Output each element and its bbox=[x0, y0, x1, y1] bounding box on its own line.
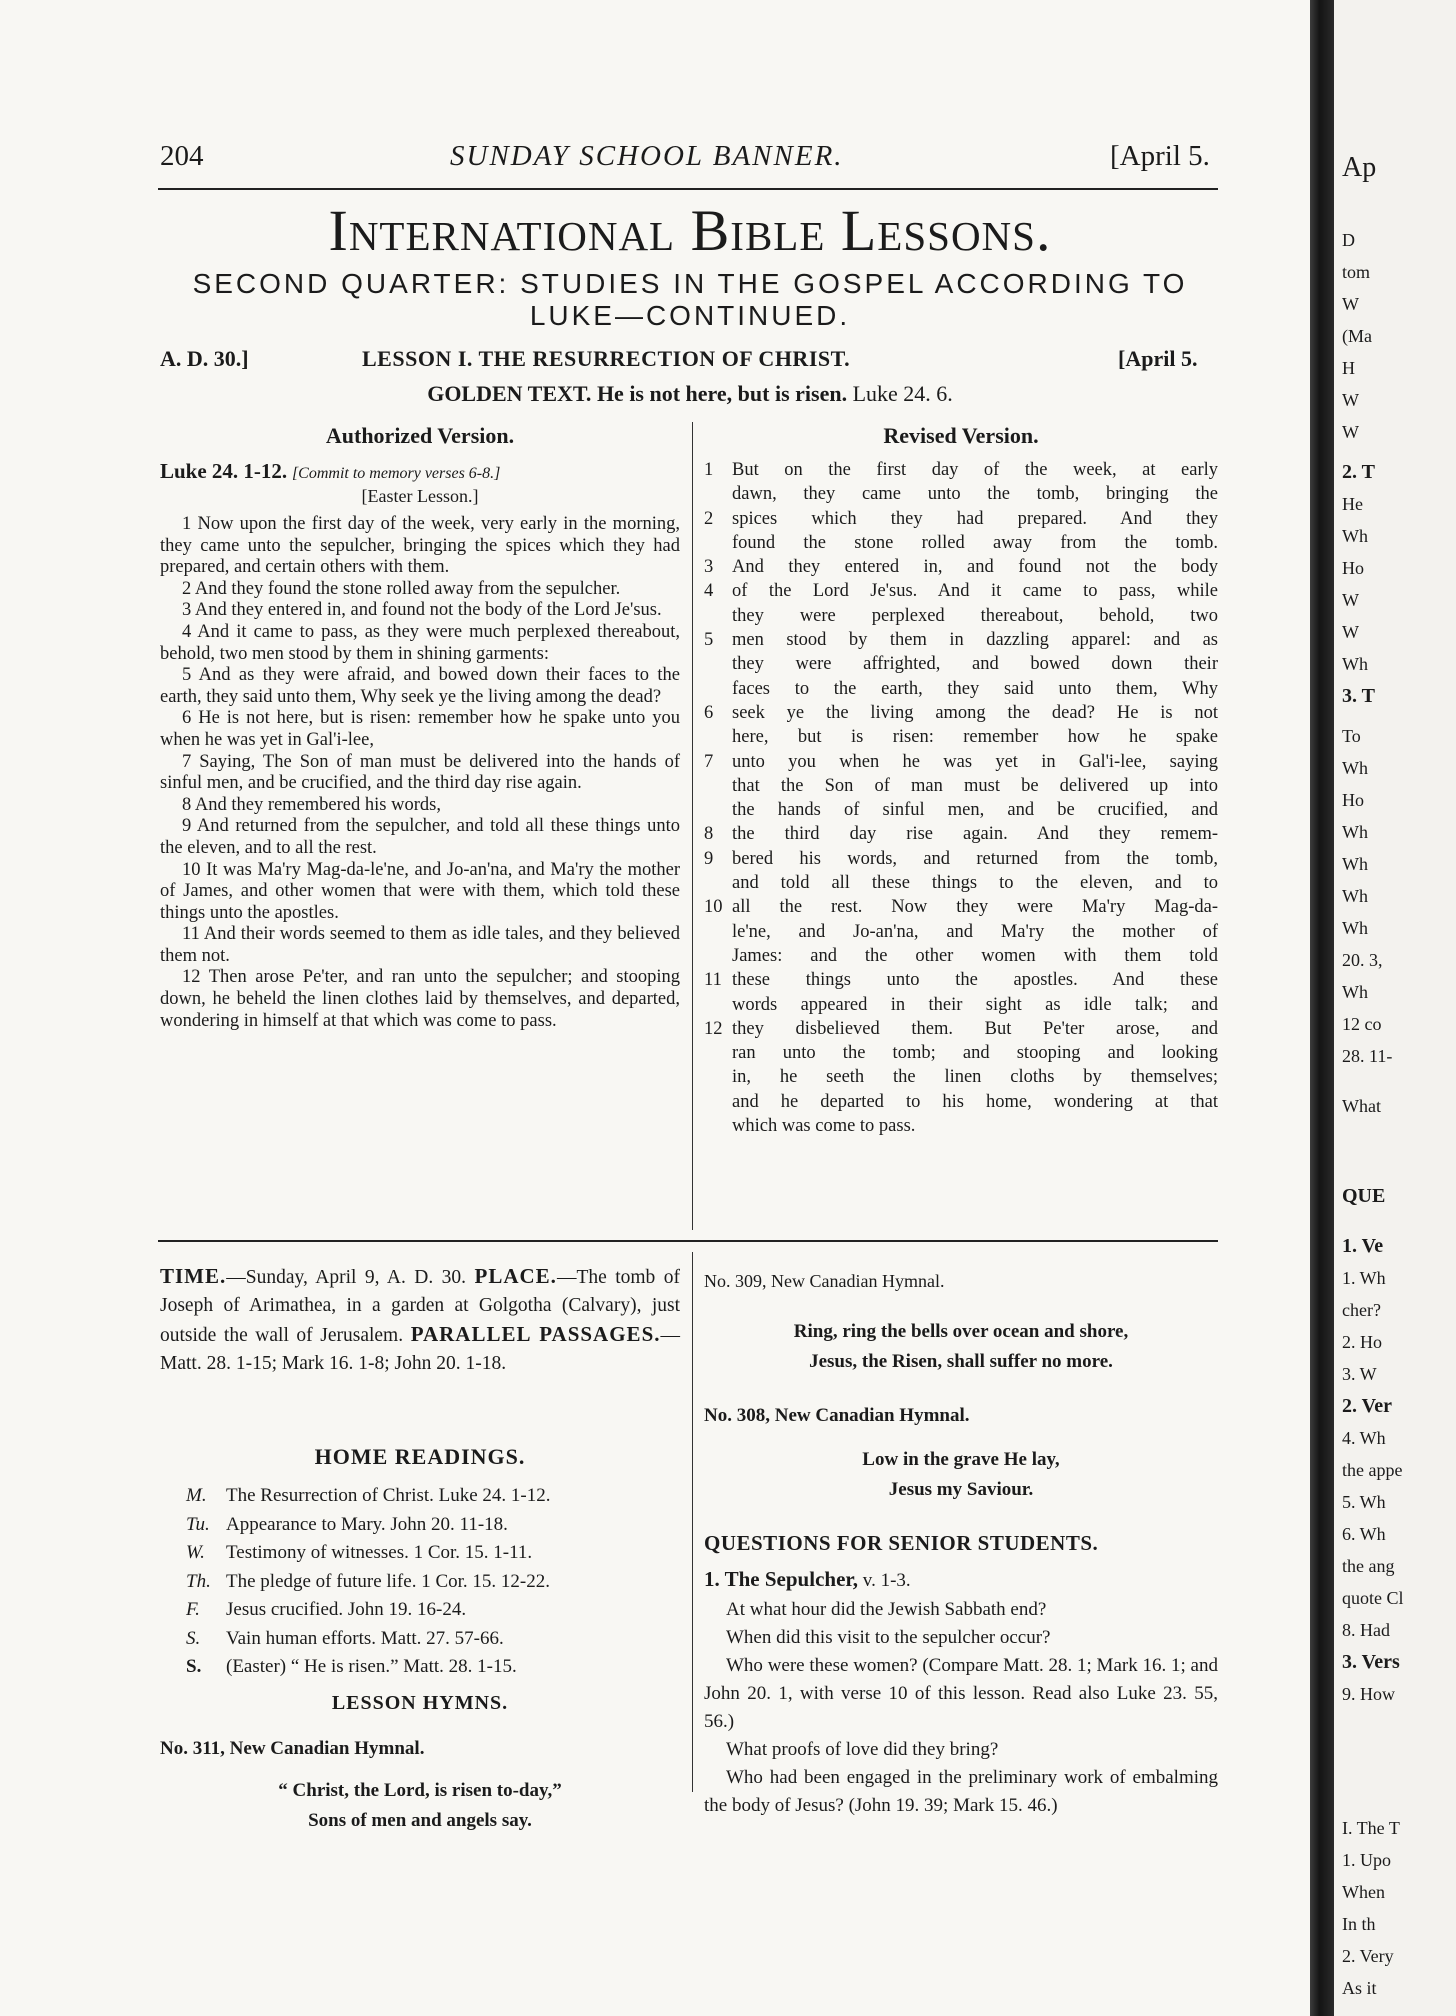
revised-line bbox=[704, 531, 1218, 555]
revised-text: which was come to pass. bbox=[732, 1116, 916, 1137]
revised-text: they were affrighted, and bowed down their bbox=[732, 654, 1218, 675]
verse-number: 7 bbox=[704, 751, 714, 772]
reading-day: Th. bbox=[186, 1570, 211, 1592]
verse-number: 10 bbox=[704, 897, 723, 918]
revised-text: all the rest. Now they were Ma'ry Mag-da- bbox=[732, 897, 1218, 918]
next-page-line: 2. T bbox=[1342, 461, 1375, 483]
verse: 1 Now upon the first day of the week, very early in the morning, they came unto the sepulcher, bringing the spices which they had prepared, and certain others with them. bbox=[160, 514, 680, 578]
revised-line bbox=[704, 652, 1218, 676]
next-page-line: QUE bbox=[1342, 1185, 1386, 1207]
golden-text bbox=[160, 380, 1220, 408]
next-page-line: 1. Ve bbox=[1342, 1235, 1384, 1257]
revised-line bbox=[704, 920, 1218, 944]
revised-text: the third day rise again. And they remem- bbox=[732, 824, 1218, 845]
next-page-line: When bbox=[1342, 1882, 1385, 1902]
next-page-line: the appe bbox=[1342, 1460, 1403, 1480]
lesson-year: A. D. 30.] bbox=[160, 346, 249, 371]
reading-item bbox=[186, 1653, 680, 1682]
revised-line bbox=[704, 1041, 1218, 1065]
hymn-311-line-2: Sons of men and angels say. bbox=[308, 1810, 532, 1831]
next-page-line: 3. T bbox=[1342, 685, 1375, 707]
next-page-line: the ang bbox=[1342, 1556, 1395, 1576]
revised-text: unto you when he was yet in Gal'i-lee, saying bbox=[732, 751, 1218, 772]
next-page-line: 1. Wh bbox=[1342, 1268, 1386, 1288]
hymn-309-line-1: Ring, ring the bells over ocean and shore, bbox=[793, 1321, 1129, 1342]
revised-line bbox=[704, 993, 1218, 1017]
next-page-line: Wh bbox=[1342, 654, 1368, 674]
revised-line bbox=[704, 822, 1218, 846]
verse-number: 3 bbox=[704, 557, 714, 578]
verse-number: 9 bbox=[704, 848, 714, 869]
revised-line bbox=[704, 968, 1218, 992]
revised-line bbox=[704, 1114, 1218, 1138]
revised-text: bered his words, and returned from the tomb, bbox=[732, 848, 1218, 869]
verse: 10 It was Ma'ry Mag-da-le'ne, and Jo-an'na, and Ma'ry the mother of James, and other women that were with them, which told these things unto the apostles. bbox=[160, 859, 680, 923]
verse-number bbox=[704, 482, 732, 506]
home-readings-heading: HOME READINGS. bbox=[314, 1444, 526, 1469]
revised-text: here, but is risen: remember how he spake bbox=[732, 727, 1218, 748]
lesson-hymns-heading: LESSON HYMNS. bbox=[331, 1692, 509, 1714]
hymn-308: No. 308, New Canadian Hymnal. bbox=[704, 1405, 970, 1426]
verse-number: 11 bbox=[704, 970, 722, 991]
time-label: TIME. bbox=[160, 1264, 227, 1288]
revised-line bbox=[704, 1017, 1218, 1041]
revised-line bbox=[704, 847, 1218, 871]
place-label: PLACE. bbox=[474, 1264, 557, 1288]
lesson-date: [April 5. bbox=[1118, 346, 1198, 371]
question: When did this visit to the sepulcher occur? bbox=[726, 1627, 1051, 1648]
reading-text: The pledge of future life. 1 Cor. 15. 12-22. bbox=[226, 1570, 550, 1592]
place-text: —The tomb of Joseph of Arimathea, in a garden at Golgotha (Calvary), just outside the wall of Jerusalem. bbox=[160, 1267, 680, 1346]
hymn-308-line-1: Low in the grave He lay, bbox=[862, 1449, 1060, 1470]
revised-text: the hands of sinful men, and be crucified, and bbox=[732, 800, 1218, 821]
next-page-line: What bbox=[1342, 1096, 1381, 1116]
verse-number: 12 bbox=[704, 1018, 723, 1039]
questions-heading: QUESTIONS FOR SENIOR STUDENTS. bbox=[704, 1531, 1099, 1555]
authorized-verses bbox=[160, 514, 680, 1032]
questions-list bbox=[704, 1596, 1218, 1820]
verse: 11 And their words seemed to them as idle tales, and they believed them not. bbox=[160, 924, 680, 966]
reading-item bbox=[186, 1539, 680, 1568]
reading-item bbox=[186, 1511, 680, 1540]
reading-day: F. bbox=[186, 1599, 200, 1620]
verse-number bbox=[704, 774, 732, 798]
next-page-line: W bbox=[1342, 422, 1359, 442]
verse: 7 Saying, The Son of man must be delivered into the hands of sinful men, and be crucified, and the third day rise again. bbox=[160, 751, 680, 794]
verse: 3 And they entered in, and found not the body of the Lord Je'sus. bbox=[182, 600, 662, 621]
next-page-line: W bbox=[1342, 590, 1359, 610]
verse-number bbox=[704, 1065, 732, 1089]
next-page-line: Wh bbox=[1342, 886, 1368, 906]
column-divider bbox=[692, 422, 693, 1230]
verse-number bbox=[704, 725, 732, 749]
next-page-line: W bbox=[1342, 622, 1359, 642]
section-rule bbox=[158, 1240, 1218, 1242]
revised-text: they were perplexed thereabout, behold, two bbox=[732, 605, 1218, 626]
time-text: —Sunday, April 9, A. D. 30. bbox=[226, 1267, 467, 1288]
lesson-title: LESSON I. THE RESURRECTION OF CHRIST. bbox=[362, 346, 851, 371]
revised-verses bbox=[704, 458, 1218, 1138]
revised-text: these things unto the apostles. And these bbox=[732, 970, 1218, 991]
revised-text: dawn, they came unto the tomb, bringing the bbox=[732, 484, 1218, 505]
revised-text: faces to the earth, they said unto them, Why bbox=[732, 678, 1218, 699]
revised-text: spices which they had prepared. And they bbox=[732, 508, 1218, 529]
next-page-line: Wh bbox=[1342, 918, 1368, 938]
verse-number bbox=[704, 531, 732, 555]
revised-text: James: and the other women with them told bbox=[732, 945, 1218, 966]
next-page-line: 2. Ver bbox=[1342, 1395, 1392, 1417]
hymn-308-line-2: Jesus my Saviour. bbox=[888, 1479, 1034, 1500]
revised-line bbox=[704, 628, 1218, 652]
verse-number bbox=[704, 944, 732, 968]
header-rule bbox=[158, 188, 1218, 190]
reading-text: Vain human efforts. Matt. 27. 57-66. bbox=[226, 1627, 504, 1649]
revised-text: men stood by them in dazzling apparel: and as bbox=[732, 630, 1218, 651]
revised-text: And they entered in, and found not the body bbox=[732, 557, 1218, 578]
next-page-line: 3. Vers bbox=[1342, 1651, 1400, 1673]
revised-line bbox=[704, 895, 1218, 919]
lower-column-divider bbox=[692, 1252, 693, 1792]
scripture-ref: Luke 24. 1-12. bbox=[160, 459, 288, 483]
running-title: SUNDAY SCHOOL BANNER. bbox=[450, 140, 844, 172]
binding-gutter bbox=[1310, 0, 1334, 2016]
verse-number bbox=[704, 652, 732, 676]
easter-note: [Easter Lesson.] bbox=[361, 486, 479, 506]
time-place bbox=[160, 1262, 680, 1378]
verse-number bbox=[704, 677, 732, 701]
next-page-line: Ho bbox=[1342, 558, 1364, 578]
golden-text-label: GOLDEN TEXT. bbox=[427, 381, 592, 406]
next-page-line: 4. Wh bbox=[1342, 1428, 1386, 1448]
next-page-line: Wh bbox=[1342, 758, 1368, 778]
verse-number: 4 bbox=[704, 581, 714, 602]
parallel-label: PARALLEL PASSAGES. bbox=[410, 1322, 661, 1346]
commit-note: [Commit to memory verses 6-8.] bbox=[291, 465, 501, 482]
revised-line bbox=[704, 1065, 1218, 1089]
verse-number bbox=[704, 1041, 732, 1065]
revised-line bbox=[704, 774, 1218, 798]
verse: 8 And they remembered his words, bbox=[182, 794, 441, 815]
subtitle-line-1: SECOND QUARTER: STUDIES IN THE GOSPEL ACCORDING TO bbox=[192, 268, 1188, 299]
revised-text: and told all these things to the eleven, and to bbox=[732, 873, 1218, 894]
next-page-line: 2. Very bbox=[1342, 1946, 1394, 1966]
verse: 6 He is not here, but is risen: remember how he spake unto you when he was yet in Gal'i-lee, bbox=[160, 708, 680, 750]
reading-day: W. bbox=[186, 1542, 205, 1563]
next-page-line: Wh bbox=[1342, 982, 1368, 1002]
question: Who were these women? (Compare Matt. 28. 1; Mark 16. 1; and John 20. 1, with verse 10 of this lesson. Read also Luke 23. 55, 56.) bbox=[704, 1655, 1218, 1732]
home-readings-list bbox=[186, 1482, 680, 1682]
next-page-line: D bbox=[1342, 230, 1355, 250]
subtitle-line-2: LUKE—CONTINUED. bbox=[529, 300, 851, 331]
reading-text: Appearance to Mary. John 20. 11-18. bbox=[226, 1513, 508, 1535]
verse-number bbox=[704, 1114, 732, 1138]
authorized-heading: Authorized Version. bbox=[325, 423, 515, 448]
revised-line bbox=[704, 798, 1218, 822]
reading-item bbox=[186, 1482, 680, 1511]
authorized-ref-line bbox=[160, 458, 680, 487]
next-page-line: To bbox=[1342, 726, 1361, 746]
reading-item bbox=[186, 1625, 680, 1654]
reading-text: Testimony of witnesses. 1 Cor. 15. 1-11. bbox=[226, 1542, 533, 1563]
revised-text: seek ye the living among the dead? He is not bbox=[732, 702, 1218, 723]
verse-number bbox=[704, 798, 732, 822]
next-page-line: Wh bbox=[1342, 526, 1368, 546]
next-page-line: 12 co bbox=[1342, 1014, 1382, 1034]
next-page-line: 28. 11- bbox=[1342, 1046, 1393, 1066]
revised-line bbox=[704, 701, 1218, 725]
next-page-line: 8. Had bbox=[1342, 1620, 1390, 1640]
verse-number bbox=[704, 871, 732, 895]
reading-item bbox=[186, 1596, 680, 1625]
question: At what hour did the Jewish Sabbath end? bbox=[726, 1599, 1047, 1620]
verse-number bbox=[704, 920, 732, 944]
revised-text: and he departed to his home, wondering at that bbox=[732, 1091, 1218, 1112]
verse: 5 And as they were afraid, and bowed down their faces to the earth, they said unto them, Why seek ye the living among the dead? bbox=[160, 665, 680, 707]
next-page-line: (Ma bbox=[1342, 326, 1372, 346]
verse-number bbox=[704, 1090, 732, 1114]
reading-day: Tu. bbox=[186, 1513, 210, 1535]
verse-number bbox=[704, 993, 732, 1017]
section-label: 1. The Sepulcher, bbox=[704, 1567, 859, 1591]
revised-line bbox=[704, 750, 1218, 774]
revised-text: that the Son of man must be delivered up into bbox=[732, 775, 1218, 796]
header-date: [April 5. bbox=[1110, 140, 1210, 172]
verse-number bbox=[704, 604, 732, 628]
next-page-line: Wh bbox=[1342, 854, 1368, 874]
verse: 2 And they found the stone rolled away from the sepulcher. bbox=[182, 578, 621, 599]
reading-text: (Easter) “ He is risen.” Matt. 28. 1-15. bbox=[226, 1656, 517, 1677]
next-page-line: W bbox=[1342, 294, 1359, 314]
next-page-line: H bbox=[1342, 358, 1355, 378]
next-page-line: 5. Wh bbox=[1342, 1492, 1386, 1512]
verse: 12 Then arose Pe'ter, and ran unto the sepulcher; and stooping down, he beheld the linen clothes laid by themselves, and departed, wondering in himself at that which was come to pass. bbox=[160, 967, 680, 1031]
question: What proofs of love did they bring? bbox=[726, 1739, 999, 1760]
golden-text-quote: He is not here, but is risen. bbox=[596, 381, 848, 406]
section-ref: v. 1-3. bbox=[862, 1570, 911, 1591]
revised-line bbox=[704, 1090, 1218, 1114]
next-page-line: I. The T bbox=[1342, 1818, 1400, 1838]
revised-line bbox=[704, 555, 1218, 579]
verse-number: 8 bbox=[704, 824, 714, 845]
revised-heading: Revised Version. bbox=[883, 423, 1039, 448]
page-title: International Bible Lessons. bbox=[328, 198, 1052, 263]
adjacent-page-fragment bbox=[1334, 0, 1456, 2016]
next-page-line: 20. 3, bbox=[1342, 950, 1383, 970]
next-page-line: 3. W bbox=[1342, 1364, 1377, 1384]
reading-day: S. bbox=[186, 1627, 201, 1649]
next-page-line: As it bbox=[1342, 1978, 1377, 1998]
revised-line bbox=[704, 871, 1218, 895]
revised-text: words appeared in their sight as idle talk; and bbox=[732, 994, 1218, 1015]
reading-day: S. bbox=[186, 1656, 202, 1677]
next-page-line: He bbox=[1342, 494, 1363, 514]
revised-text: ran unto the tomb; and stooping and looking bbox=[732, 1043, 1218, 1064]
next-page-line: W bbox=[1342, 390, 1359, 410]
revised-text: in, he seeth the linen cloths by themselves; bbox=[732, 1067, 1218, 1088]
next-page-line: 2. Ho bbox=[1342, 1332, 1382, 1352]
verse: 4 And it came to pass, as they were much perplexed thereabout, behold, two men stood by them in shining garments: bbox=[160, 621, 680, 664]
next-page-line: 9. How bbox=[1342, 1684, 1395, 1704]
next-page-line: cher? bbox=[1342, 1300, 1381, 1320]
hymn-311: No. 311, New Canadian Hymnal. bbox=[160, 1738, 425, 1759]
revised-line bbox=[704, 507, 1218, 531]
revised-text: of the Lord Je'sus. And it came to pass, while bbox=[732, 581, 1218, 602]
revised-line bbox=[704, 482, 1218, 506]
verse: 9 And returned from the sepulcher, and told all these things unto the eleven, and to all the rest. bbox=[160, 816, 680, 858]
reading-item bbox=[186, 1568, 680, 1597]
revised-text: they disbelieved them. But Pe'ter arose, and bbox=[732, 1018, 1218, 1039]
verse-number: 6 bbox=[704, 702, 714, 723]
verse-number: 2 bbox=[704, 508, 714, 529]
hymn-309-line-2: Jesus, the Risen, shall suffer no more. bbox=[809, 1351, 1113, 1372]
questions-section-1 bbox=[704, 1566, 1218, 1594]
next-page-line: In th bbox=[1342, 1914, 1376, 1934]
question: Who had been engaged in the preliminary work of embalming the body of Jesus? (John 19. 39; Mark 15. 46.) bbox=[704, 1767, 1218, 1816]
next-page-line: quote Cl bbox=[1342, 1588, 1404, 1608]
page-number: 204 bbox=[160, 140, 204, 172]
revised-line bbox=[704, 458, 1218, 482]
parallel-text: —Matt. 28. 1-15; Mark 16. 1-8; John 20. 1-18. bbox=[160, 1325, 680, 1374]
verse-number: 1 bbox=[704, 460, 714, 480]
revised-text: le'ne, and Jo-an'na, and Ma'ry the mother of bbox=[732, 921, 1218, 942]
revised-line bbox=[704, 725, 1218, 749]
hymn-309: No. 309, New Canadian Hymnal. bbox=[704, 1271, 945, 1291]
revised-line bbox=[704, 579, 1218, 603]
next-page-line: 6. Wh bbox=[1342, 1524, 1386, 1544]
reading-text: The Resurrection of Christ. Luke 24. 1-12. bbox=[226, 1485, 551, 1506]
revised-line bbox=[704, 944, 1218, 968]
reading-text: Jesus crucified. John 19. 16-24. bbox=[226, 1599, 467, 1620]
revised-text: But on the first day of the week, at early bbox=[732, 460, 1218, 480]
next-page-line: Ho bbox=[1342, 790, 1364, 810]
next-page-line: Ap bbox=[1342, 152, 1377, 183]
next-page-line: 1. Upo bbox=[1342, 1850, 1391, 1870]
revised-line bbox=[704, 677, 1218, 701]
revised-text: found the stone rolled away from the tomb. bbox=[732, 532, 1218, 553]
reading-day: M. bbox=[186, 1485, 207, 1506]
golden-text-ref: Luke 24. 6. bbox=[852, 381, 953, 406]
next-page-line: Wh bbox=[1342, 822, 1368, 842]
verse-number: 5 bbox=[704, 630, 714, 651]
subtitle bbox=[150, 268, 1230, 332]
hymn-311-line-1: “ Christ, the Lord, is risen to-day,” bbox=[278, 1780, 562, 1801]
next-page-line: tom bbox=[1342, 262, 1371, 282]
revised-line bbox=[704, 604, 1218, 628]
